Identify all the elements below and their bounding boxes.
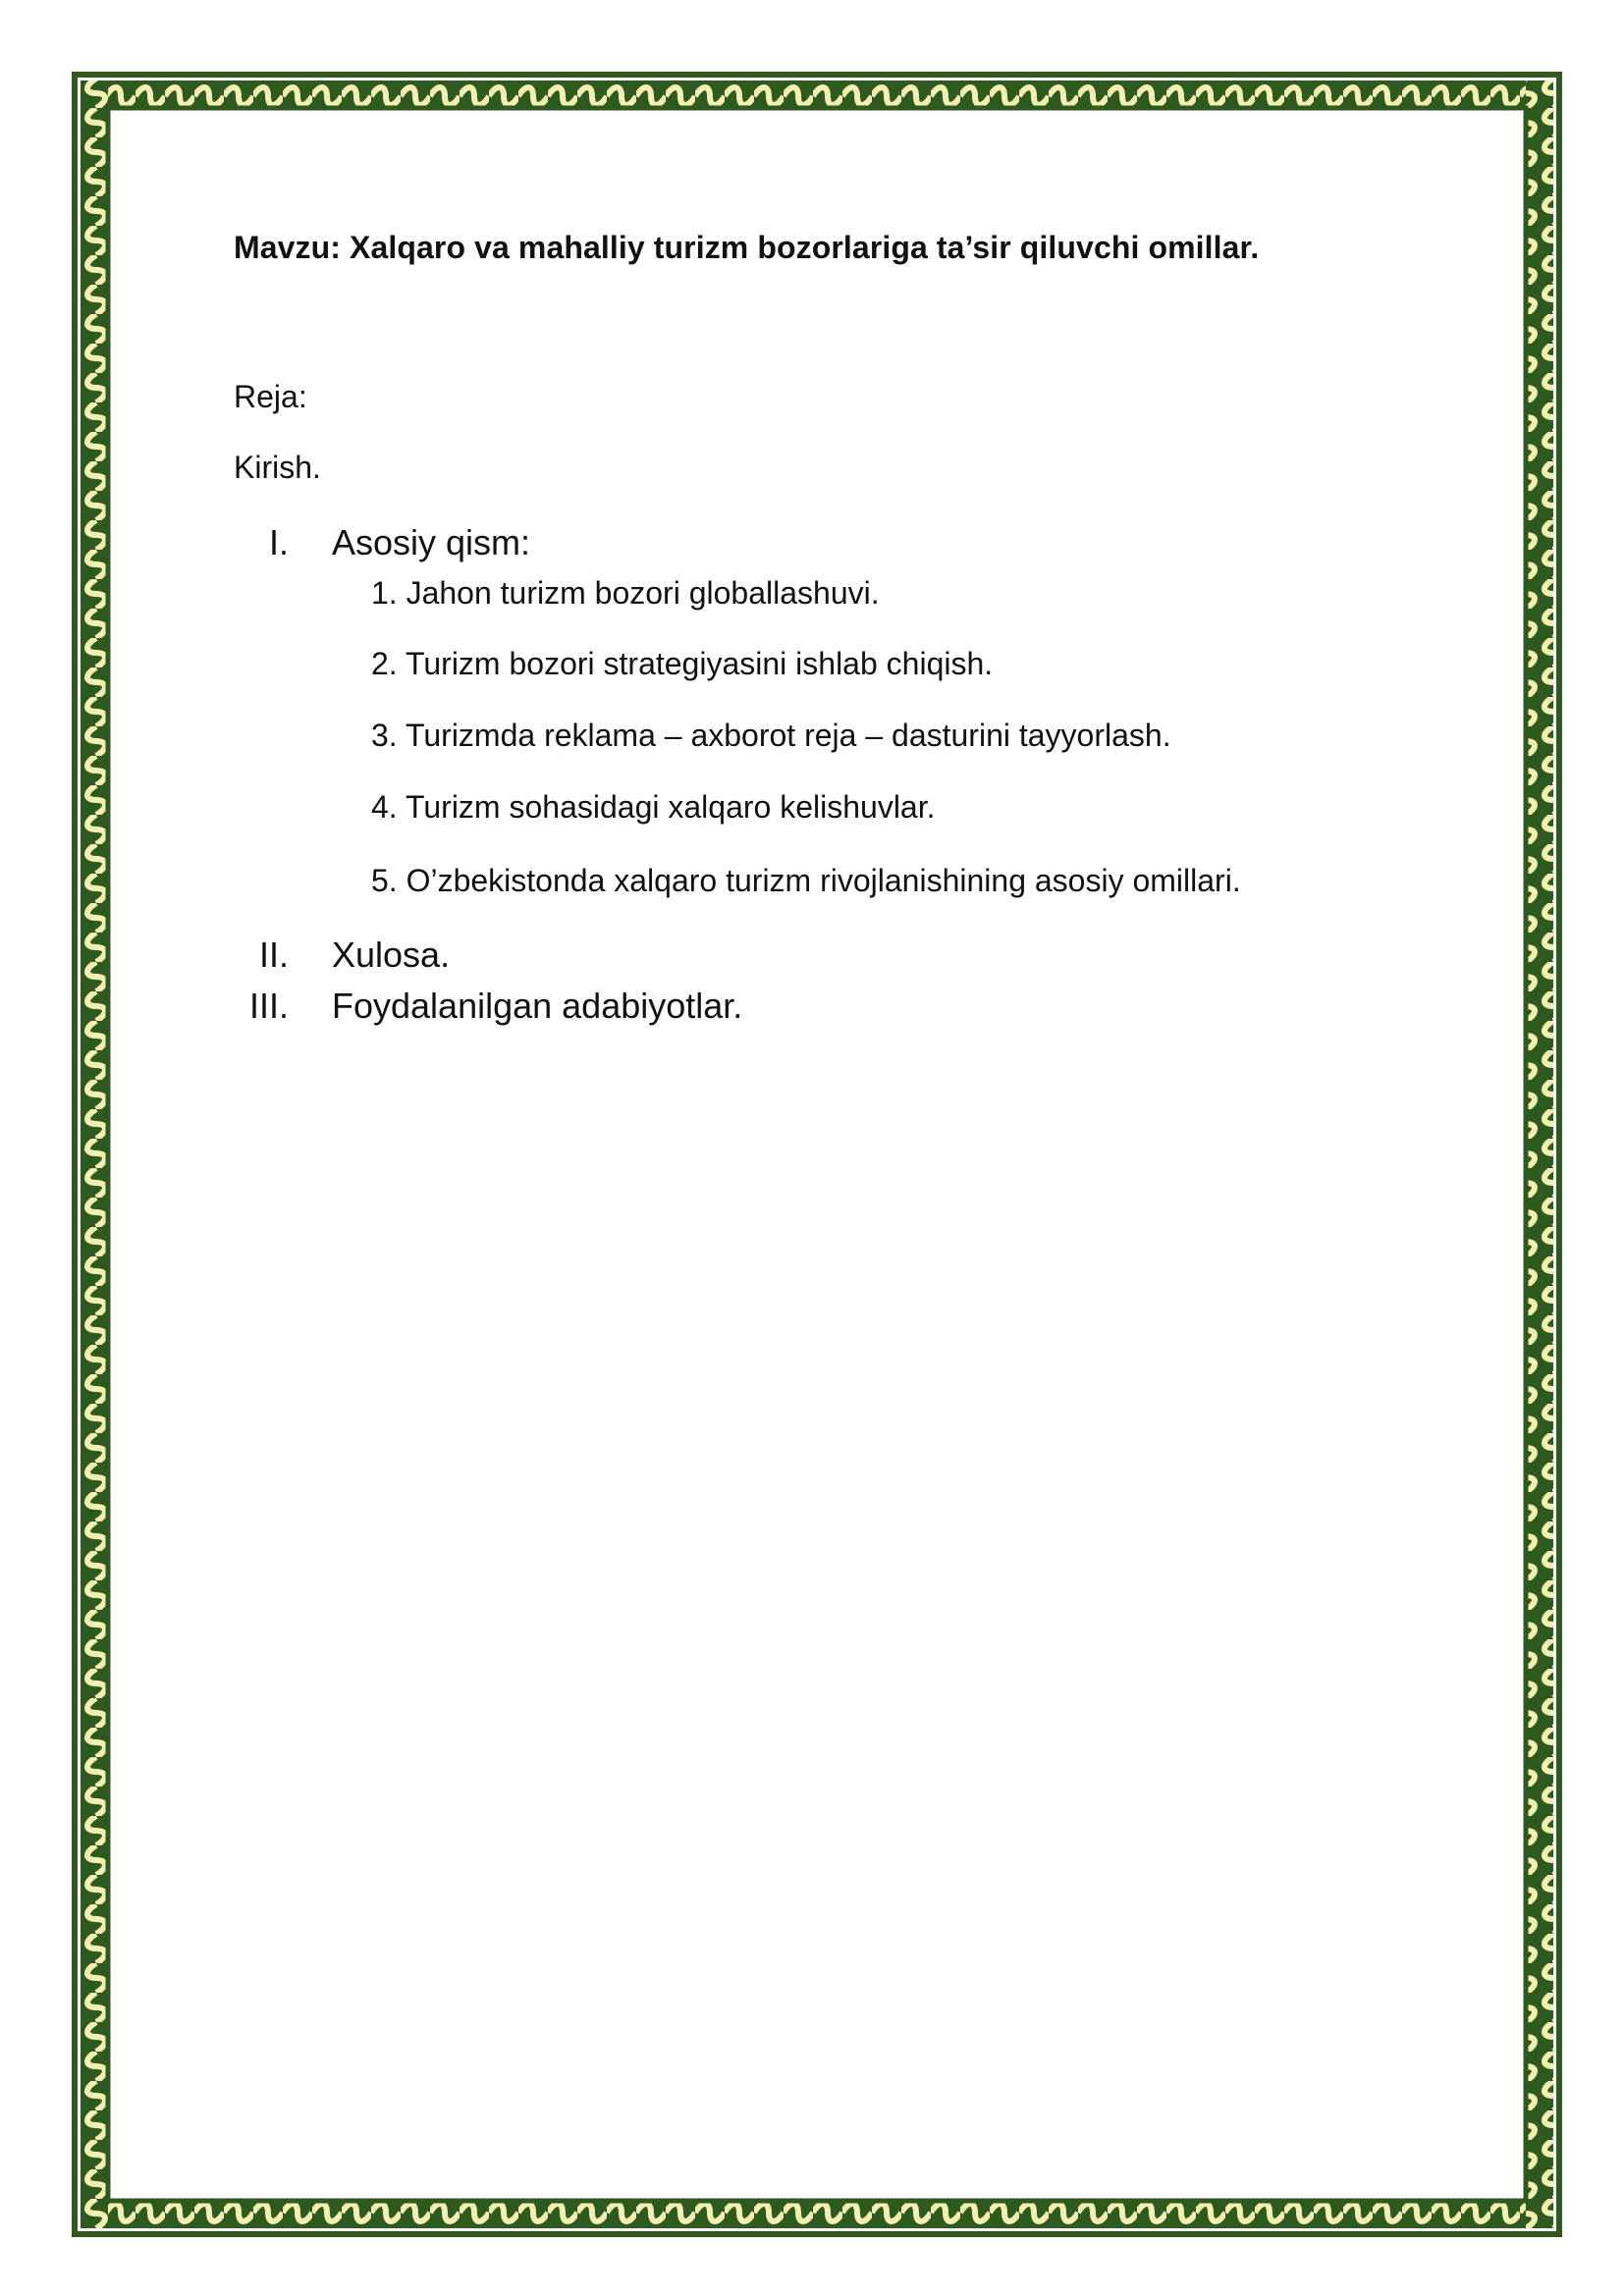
plan-label: Reja:: [234, 379, 307, 414]
list-item: 1. Jahon turizm bozori globallashuvi.: [371, 575, 880, 611]
intro-item: Kirish.: [234, 450, 321, 485]
section-numeral: III.: [248, 986, 289, 1026]
list-item: 2. Turizm bozori strategiyasini ishlab chiqish.: [371, 646, 994, 681]
section-label: Asosiy qism:: [332, 522, 531, 562]
section-label: Foydalanilgan adabiyotlar.: [332, 986, 743, 1026]
page-title: Mavzu: Xalqaro va mahalliy turizm bozorlariga ta’sir qiluvchi omillar.: [234, 230, 1260, 265]
section-numeral: I.: [268, 522, 289, 562]
list-item: 3. Turizmda reklama – axborot reja – dasturini tayyorlash.: [371, 718, 1171, 753]
list-item: 4. Turizm sohasidagi xalqaro kelishuvlar.: [371, 789, 936, 825]
list-item: 5. O’zbekistonda xalqaro turizm rivojlanishining asosiy omillari.: [371, 863, 1241, 898]
section-label: Xulosa.: [332, 934, 451, 975]
section-numeral: II.: [258, 934, 289, 975]
